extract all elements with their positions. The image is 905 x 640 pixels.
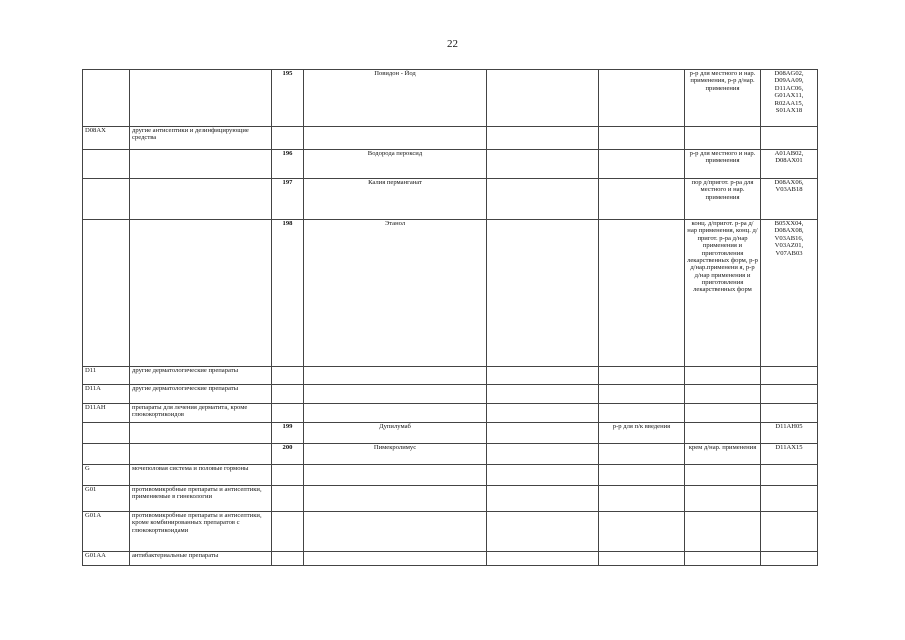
cell-codes <box>761 486 818 512</box>
empty-cell <box>487 367 599 385</box>
cell-form <box>685 127 761 150</box>
cell-form: р-р для местного и нар. применения, р-р д/нар. применения <box>685 70 761 127</box>
table-row <box>83 385 818 404</box>
empty-cell <box>487 512 599 552</box>
cell-name <box>304 486 487 512</box>
cell-name <box>304 367 487 385</box>
cell-codes <box>761 385 818 404</box>
cell-num <box>272 512 304 552</box>
cell-codes <box>761 552 818 566</box>
cell-form <box>685 465 761 486</box>
cell-name <box>304 465 487 486</box>
cell-desc: антибактериальные препараты <box>130 552 272 566</box>
cell-name: Этанол <box>304 220 487 367</box>
table-row <box>83 220 818 367</box>
cell-form <box>685 512 761 552</box>
cell-atc <box>83 150 130 179</box>
cell-name <box>304 404 487 423</box>
cell-codes <box>761 404 818 423</box>
cell-route <box>599 367 685 385</box>
cell-atc <box>83 423 130 444</box>
cell-codes: D11AX15 <box>761 444 818 465</box>
cell-route <box>599 150 685 179</box>
cell-num: 200 <box>272 444 304 465</box>
cell-num <box>272 552 304 566</box>
empty-cell <box>487 423 599 444</box>
cell-atc: D11A <box>83 385 130 404</box>
cell-num <box>272 486 304 512</box>
cell-atc <box>83 220 130 367</box>
cell-route <box>599 552 685 566</box>
empty-cell <box>487 486 599 512</box>
cell-codes: D11AH05 <box>761 423 818 444</box>
cell-num <box>272 385 304 404</box>
cell-route <box>599 179 685 220</box>
cell-num <box>272 465 304 486</box>
table-row <box>83 486 818 512</box>
table-row <box>83 404 818 423</box>
cell-num <box>272 367 304 385</box>
cell-codes: D08AX06, V03AB18 <box>761 179 818 220</box>
empty-cell <box>487 444 599 465</box>
empty-cell <box>487 179 599 220</box>
empty-cell <box>487 127 599 150</box>
cell-codes <box>761 127 818 150</box>
empty-cell <box>487 465 599 486</box>
table-row <box>83 367 818 385</box>
cell-desc: другие дерматологические препараты <box>130 367 272 385</box>
empty-cell <box>487 404 599 423</box>
cell-atc: G01 <box>83 486 130 512</box>
cell-desc: другие антисептики и дезинфицирующие средства <box>130 127 272 150</box>
cell-atc: D11 <box>83 367 130 385</box>
cell-name <box>304 552 487 566</box>
cell-codes: B05XX04, D08AX08, V03AB16, V03AZ01, V07AB03 <box>761 220 818 367</box>
cell-atc <box>83 179 130 220</box>
cell-name <box>304 127 487 150</box>
cell-num <box>272 127 304 150</box>
cell-form <box>685 486 761 512</box>
cell-route <box>599 465 685 486</box>
cell-route <box>599 127 685 150</box>
cell-atc: G01A <box>83 512 130 552</box>
cell-desc <box>130 220 272 367</box>
cell-desc: мочеполовая система и половые гормоны <box>130 465 272 486</box>
table-row <box>83 179 818 220</box>
cell-route <box>599 404 685 423</box>
cell-name: Водорода пероксид <box>304 150 487 179</box>
empty-cell <box>487 150 599 179</box>
table-row <box>83 444 818 465</box>
cell-num: 195 <box>272 70 304 127</box>
cell-name: Пимекролимус <box>304 444 487 465</box>
cell-desc: препараты для лечения дерматита, кроме глюкокортикоидов <box>130 404 272 423</box>
cell-desc: противомикробные препараты и антисептики, кроме комбинированных препаратов с глюкокортикоидами <box>130 512 272 552</box>
table-row <box>83 423 818 444</box>
cell-route <box>599 70 685 127</box>
table-row <box>83 70 818 127</box>
cell-codes: D08AG02, D09AA09, D11AC06, G01AX11, R02AA15, S01AX18 <box>761 70 818 127</box>
cell-route <box>599 220 685 367</box>
cell-name <box>304 512 487 552</box>
cell-num: 196 <box>272 150 304 179</box>
cell-num: 199 <box>272 423 304 444</box>
empty-cell <box>487 220 599 367</box>
cell-form: пор д/пригот. р-ра для местного и нар. применения <box>685 179 761 220</box>
cell-route <box>599 512 685 552</box>
cell-num: 198 <box>272 220 304 367</box>
drug-table <box>82 69 818 566</box>
table-row <box>83 150 818 179</box>
cell-desc: другие дерматологические препараты <box>130 385 272 404</box>
table-row <box>83 465 818 486</box>
table-row <box>83 552 818 566</box>
cell-name: Повидон - Йод <box>304 70 487 127</box>
cell-form <box>685 385 761 404</box>
table-row <box>83 127 818 150</box>
cell-form: конц. д/пригот. р-ра д/нар применения, конц. д/пригот. р-ра д/нар применения и приготовления лекарственных форм, р-р д/нар.применени я, р-р д/нар применения и приготовления лекарственных форм <box>685 220 761 367</box>
cell-desc: противомикробные препараты и антисептики, применяемые в гинекологии <box>130 486 272 512</box>
cell-codes <box>761 512 818 552</box>
cell-form: крем д/нар. применения <box>685 444 761 465</box>
cell-codes: A01AB02, D08AX01 <box>761 150 818 179</box>
cell-desc <box>130 179 272 220</box>
cell-atc <box>83 444 130 465</box>
empty-cell <box>487 385 599 404</box>
cell-codes <box>761 465 818 486</box>
cell-form <box>685 404 761 423</box>
cell-num <box>272 404 304 423</box>
cell-desc <box>130 444 272 465</box>
cell-atc: D08AX <box>83 127 130 150</box>
empty-cell <box>487 552 599 566</box>
cell-form: р-р для местного и нар. применения <box>685 150 761 179</box>
cell-desc <box>130 423 272 444</box>
cell-route: р-р для п/к введения <box>599 423 685 444</box>
page-number: 22 <box>447 38 458 50</box>
cell-atc: G01AA <box>83 552 130 566</box>
cell-atc: G <box>83 465 130 486</box>
cell-atc: D11AH <box>83 404 130 423</box>
cell-atc <box>83 70 130 127</box>
cell-route <box>599 486 685 512</box>
table-row <box>83 512 818 552</box>
cell-name <box>304 385 487 404</box>
cell-name: Калия перманганат <box>304 179 487 220</box>
cell-desc <box>130 70 272 127</box>
cell-desc <box>130 150 272 179</box>
cell-route <box>599 385 685 404</box>
cell-codes <box>761 367 818 385</box>
cell-form <box>685 367 761 385</box>
cell-name: Дупилумаб <box>304 423 487 444</box>
cell-form <box>685 552 761 566</box>
cell-num: 197 <box>272 179 304 220</box>
cell-route <box>599 444 685 465</box>
empty-cell <box>487 70 599 127</box>
cell-form <box>685 423 761 444</box>
